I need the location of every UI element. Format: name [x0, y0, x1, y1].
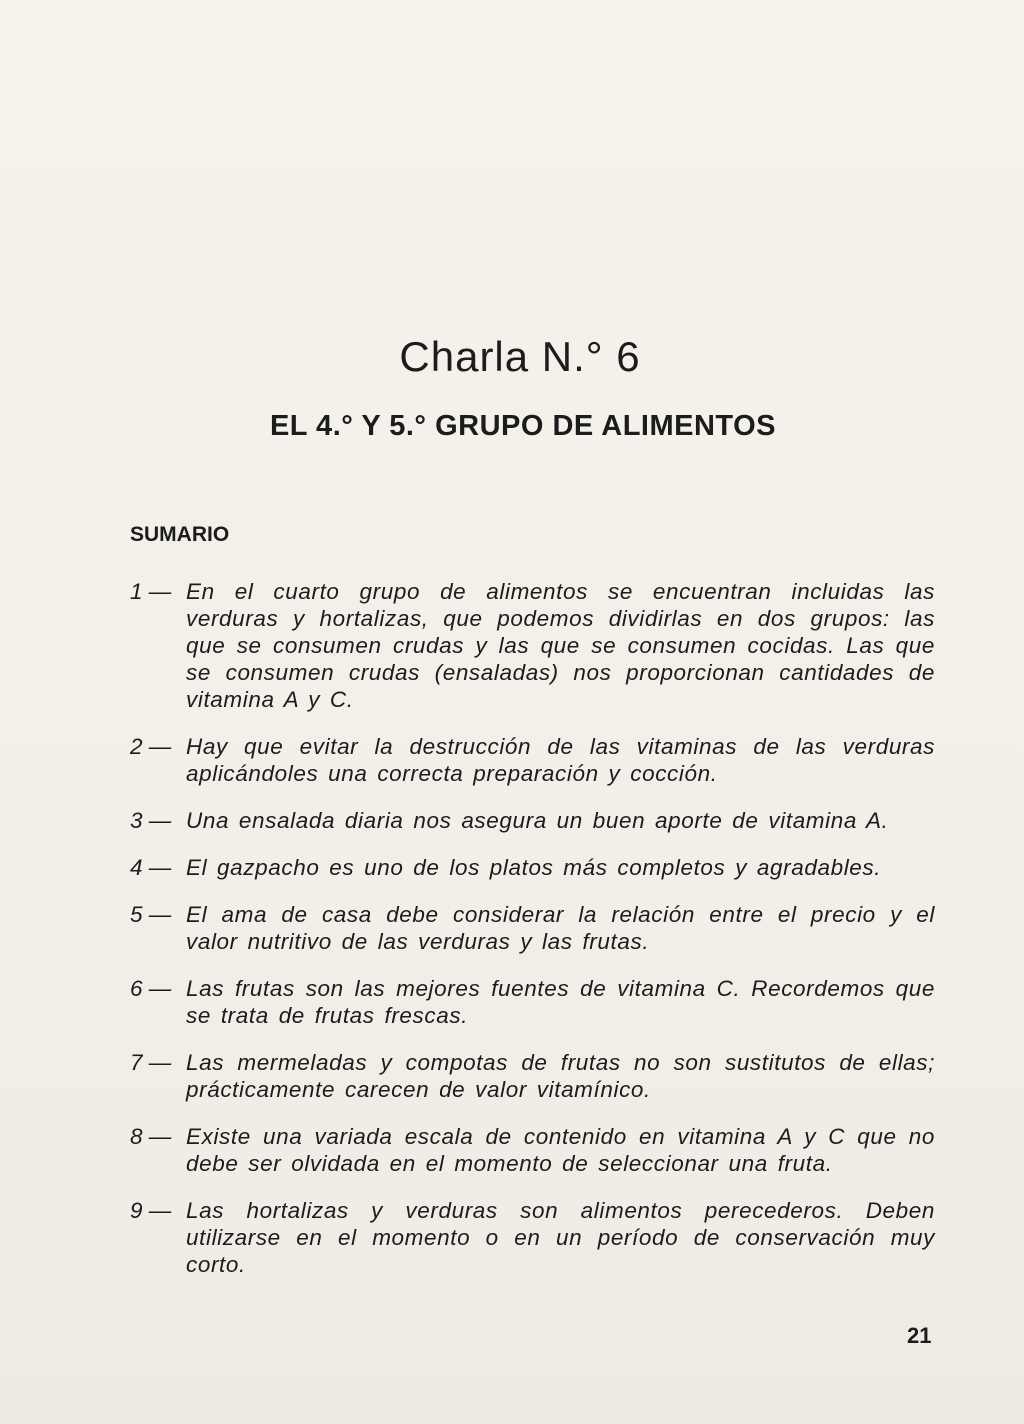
chapter-title: Charla N.° 6	[399, 333, 641, 380]
summary-heading: SUMARIO	[130, 523, 230, 546]
item-number: 1 —	[130, 579, 172, 604]
chapter-subtitle: EL 4.° Y 5.° GRUPO DE ALIMENTOS	[269, 410, 777, 442]
item-number: 7 —	[130, 1050, 172, 1075]
list-item	[130, 807, 935, 834]
item-text: Hay que evitar la destrucción de las vitaminas de las verduras aplicándoles una correcta preparación y cocción.	[186, 734, 935, 786]
item-text: Una ensalada diaria nos asegura un buen aporte de vitamina A.	[186, 808, 889, 833]
list-item	[130, 578, 935, 713]
list-item	[130, 733, 935, 787]
list-item	[130, 854, 935, 881]
item-text: El gazpacho es uno de los platos más completos y agradables.	[186, 855, 882, 880]
item-text: Las hortalizas y verduras son alimentos perecederos. Deben utilizarse en el momento o en un período de conservación muy corto.	[186, 1198, 935, 1277]
page-number: 21	[907, 1323, 932, 1348]
list-item	[130, 901, 935, 955]
item-number: 9 —	[130, 1198, 172, 1223]
item-text: Las mermeladas y compotas de frutas no son sustitutos de ellas; prácticamente carecen de valor vitamínico.	[186, 1050, 935, 1102]
list-item	[130, 1123, 935, 1177]
item-number: 3 —	[130, 808, 172, 833]
item-number: 8 —	[130, 1124, 172, 1149]
item-number: 4 —	[130, 855, 172, 880]
list-item	[130, 1197, 935, 1278]
item-text: En el cuarto grupo de alimentos se encuentran incluidas las verduras y hortalizas, que podemos dividirlas en dos grupos: las que se consumen crudas y las que se consumen cocidas. Las que se consumen crudas (ensaladas) nos proporcionan cantidades de vitamina A y C.	[186, 579, 935, 712]
item-text: El ama de casa debe considerar la relación entre el precio y el valor nutritivo de las verduras y las frutas.	[186, 902, 935, 954]
item-text: Existe una variada escala de contenido en vitamina A y C que no debe ser olvidada en el momento de seleccionar una fruta.	[186, 1124, 935, 1176]
list-item	[130, 1049, 935, 1103]
list-item	[130, 975, 935, 1029]
item-number: 5 —	[130, 902, 172, 927]
item-text: Las frutas son las mejores fuentes de vitamina C. Recordemos que se trata de frutas frescas.	[186, 976, 935, 1028]
item-number: 6 —	[130, 976, 172, 1001]
summary-list	[130, 578, 935, 1298]
item-number: 2 —	[130, 734, 172, 759]
